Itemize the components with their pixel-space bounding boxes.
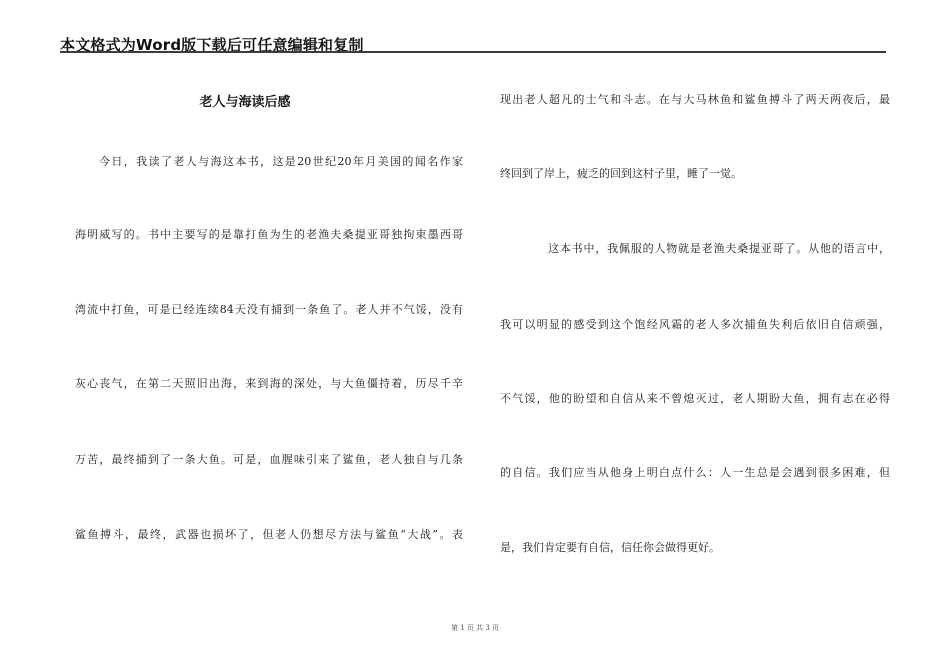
paragraph-line: 海明威写的。书中主要写的是靠打鱼为生的老渔夫桑提亚哥独拘束墨西哥 (75, 228, 463, 241)
paragraph-line: 今日，我读了老人与海这本书，这是20世纪20年月美国的闻名作家 (99, 155, 463, 168)
paragraph-line: 万苦，最终捕到了一条大鱼。可是，血腥味引来了鲨鱼，老人独自与几条 (75, 453, 463, 466)
paragraph-line: 现出老人超凡的士气和斗志。在与大马林鱼和鲨鱼搏斗了两天两夜后，最 (500, 93, 890, 106)
right-column (500, 0, 892, 672)
paragraph-line: 是，我们肯定要有自信，信任你会做得更好。 (500, 541, 720, 554)
paragraph-line: 灰心丧气，在第二天照旧出海，来到海的深处，与大鱼僵持着，历尽千辛 (75, 377, 463, 390)
paragraph-line: 鲨鱼搏斗，最终，武器也损坏了，但老人仍想尽方法与鲨鱼“大战”。表 (75, 528, 463, 541)
paragraph-line: 我可以明显的感受到这个饱经风霜的老人多次捕鱼失利后依旧自信顽强， (500, 318, 890, 331)
paragraph-line: 这本书中，我佩服的人物就是老渔夫桑提亚哥了。从他的语言中， (548, 242, 890, 255)
paragraph-line: 湾流中打鱼，可是已经连续84天没有捕到一条鱼了。老人并不气馁，没有 (75, 303, 463, 316)
paragraph-line: 终回到了岸上，疲乏的回到这村子里，睡了一觉。 (500, 167, 742, 180)
document-title: 老人与海读后感 (199, 95, 291, 110)
page-number: 第 1 页 共 3 页 (450, 624, 500, 632)
left-column (75, 0, 465, 672)
header-banner: 本文格式为Word版下载后可任意编辑和复制 (60, 36, 364, 54)
paragraph-line: 的自信。我们应当从他身上明白点什么：人一生总是会遇到很多困难，但 (500, 466, 890, 479)
paragraph-line: 不气馁，他的盼望和自信从来不曾熄灭过，老人期盼大鱼，拥有志在必得 (500, 392, 890, 405)
